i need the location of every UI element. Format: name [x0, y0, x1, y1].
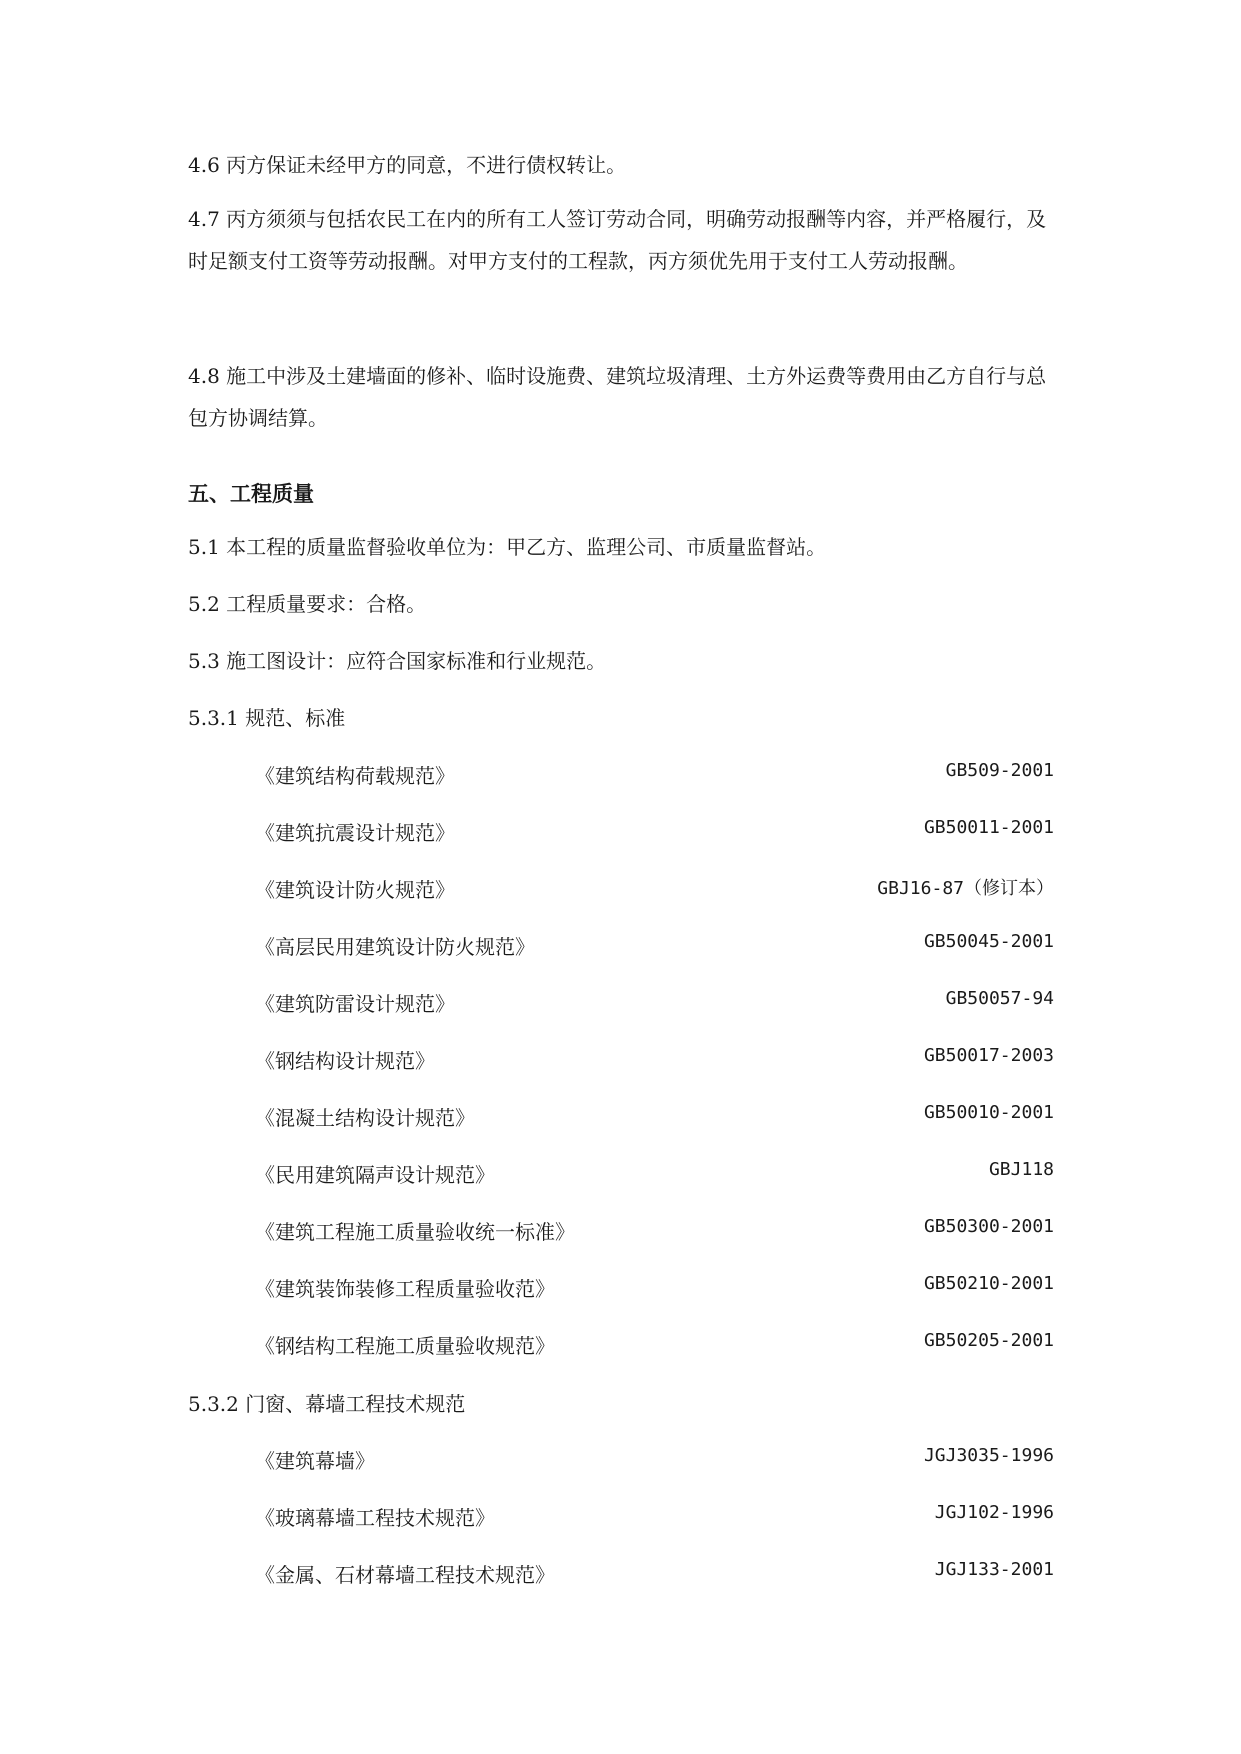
standard-name: 《混凝土结构设计规范》	[255, 1106, 475, 1130]
clause-5-3: 5.3 施工图设计：应符合国家标准和行业规范。	[188, 649, 607, 673]
standard-code: GBJ16-87（修订本）	[877, 878, 1054, 899]
standard-name: 《钢结构工程施工质量验收规范》	[255, 1334, 555, 1358]
standard-name: 《金属、石材幕墙工程技术规范》	[255, 1563, 555, 1587]
standard-name: 《建筑结构荷载规范》	[255, 764, 455, 788]
standard-code: GB50017-2003	[923, 1045, 1054, 1066]
clause-5-3-2: 5.3.2 门窗、幕墙工程技术规范	[188, 1392, 466, 1416]
standard-code: JGJ133-2001	[934, 1559, 1054, 1580]
standard-name: 《建筑工程施工质量验收统一标准》	[255, 1220, 575, 1244]
clause-4-6: 4.6 丙方保证未经甲方的同意，不进行债权转让。	[188, 153, 627, 177]
clause-5-1: 5.1 本工程的质量监督验收单位为：甲乙方、监理公司、市质量监督站。	[188, 535, 827, 559]
standard-name: 《高层民用建筑设计防火规范》	[255, 935, 535, 959]
list-item	[255, 760, 1054, 790]
clause-4-8: 4.8 施工中涉及土建墙面的修补、临时设施费、建筑垃圾清理、土方外运费等费用由乙方自行与总包方协调结算。	[188, 364, 1047, 430]
standard-code: GB50057-94	[945, 988, 1054, 1009]
standard-name: 《玻璃幕墙工程技术规范》	[255, 1506, 495, 1530]
list-item	[255, 1216, 1054, 1246]
list-item	[255, 1102, 1054, 1132]
list-item	[255, 1045, 1054, 1075]
section-heading-quality: 五、工程质量	[188, 482, 314, 506]
standard-name: 《建筑设计防火规范》	[255, 878, 455, 902]
standard-name: 《钢结构设计规范》	[255, 1049, 435, 1073]
list-item	[255, 1559, 1054, 1589]
standard-name: 《建筑防雷设计规范》	[255, 992, 455, 1016]
standard-code: JGJ3035-1996	[923, 1445, 1054, 1466]
list-item	[255, 874, 1054, 904]
standard-code: GB50010-2001	[923, 1102, 1054, 1123]
list-item	[255, 988, 1054, 1018]
list-item	[255, 1159, 1054, 1189]
clause-4-7: 4.7 丙方须须与包括农民工在内的所有工人签订劳动合同，明确劳动报酬等内容，并严格履行，及时足额支付工资等劳动报酬。对甲方支付的工程款，丙方须优先用于支付工人劳动报酬。	[188, 207, 1047, 273]
standard-code: GB509-2001	[945, 760, 1054, 781]
standard-name: 《建筑抗震设计规范》	[255, 821, 455, 845]
standard-code: GBJ118	[988, 1159, 1054, 1180]
standard-code: GB50300-2001	[923, 1216, 1054, 1237]
standard-name: 《建筑幕墙》	[255, 1449, 375, 1473]
list-item	[255, 1273, 1054, 1303]
list-item	[255, 931, 1054, 961]
list-item	[255, 817, 1054, 847]
standard-code: GB50210-2001	[923, 1273, 1054, 1294]
standard-code: GB50011-2001	[923, 817, 1054, 838]
standard-code: GB50205-2001	[923, 1330, 1054, 1351]
standard-code: GB50045-2001	[923, 931, 1054, 952]
clause-5-3-1: 5.3.1 规范、标准	[188, 706, 346, 730]
standard-name: 《民用建筑隔声设计规范》	[255, 1163, 495, 1187]
list-item	[255, 1445, 1054, 1475]
list-item	[255, 1502, 1054, 1532]
standard-code: JGJ102-1996	[934, 1502, 1054, 1523]
clause-5-2: 5.2 工程质量要求：合格。	[188, 592, 427, 616]
list-item	[255, 1330, 1054, 1360]
standard-name: 《建筑装饰装修工程质量验收范》	[255, 1277, 555, 1301]
